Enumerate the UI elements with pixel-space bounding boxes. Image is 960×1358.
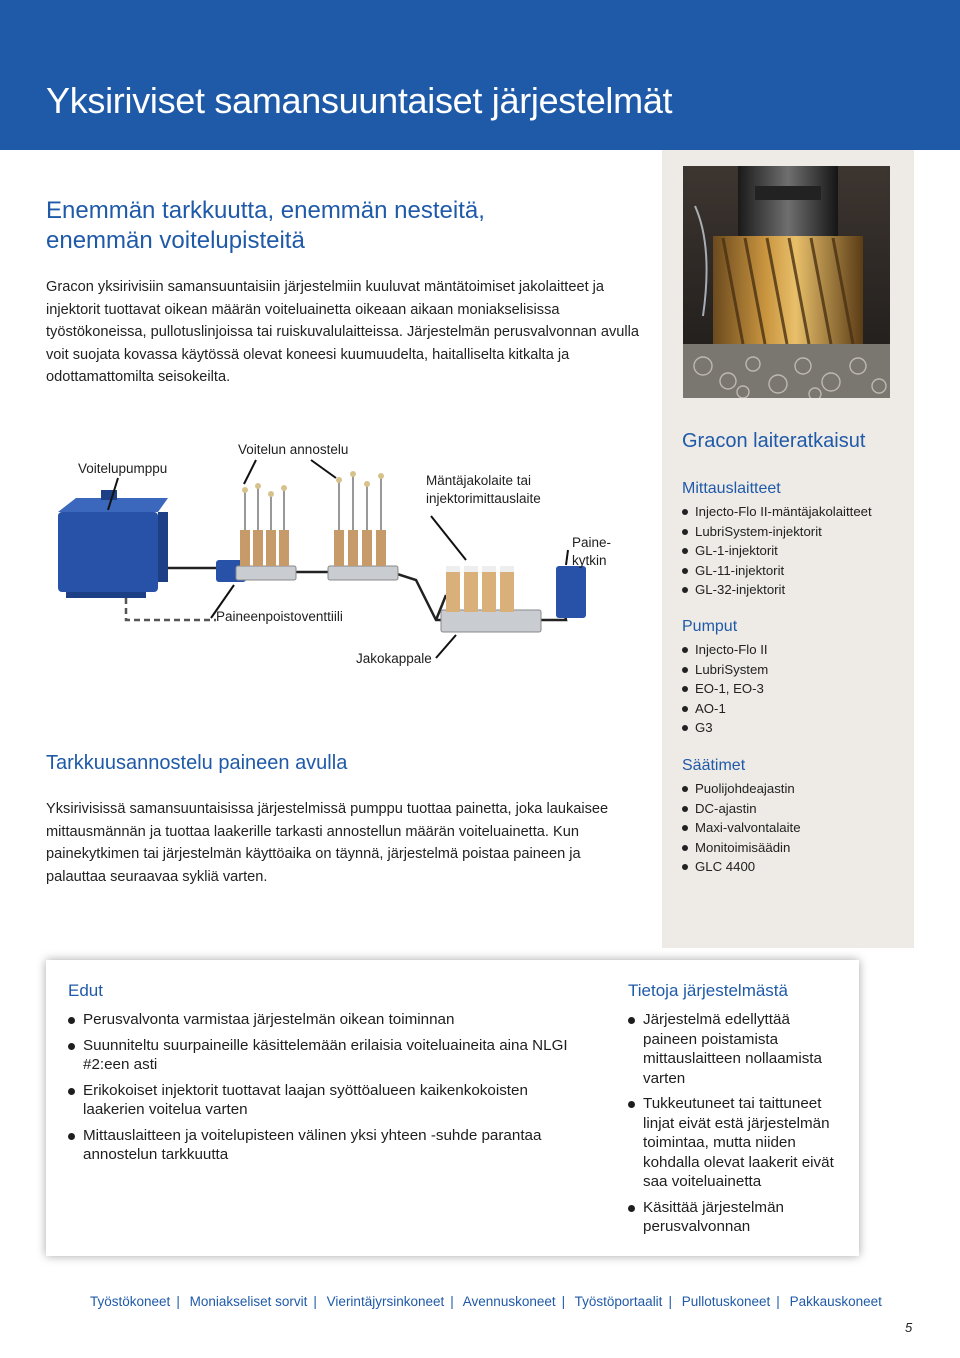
info-heading: Tietoja järjestelmästä xyxy=(628,981,788,1000)
footer-link[interactable]: Moniakseliset sorvit xyxy=(189,1294,308,1309)
list-item: Käsittää järjestelmän perusvalvonnan xyxy=(628,1198,846,1237)
footer-nav: Työstökoneet | Moniakseliset sorvit | Vierintäjyrsinkoneet | Avennuskoneet | Työstöportaalit | Pullotuskoneet | Pakkauskoneet xyxy=(90,1294,882,1309)
piston-divider xyxy=(441,566,541,632)
benefits-column xyxy=(68,980,568,1171)
sidebar-group-heading: Pumput xyxy=(682,618,738,635)
sidebar-group-heading: Mittauslaitteet xyxy=(682,480,781,497)
label-dosing: Voitelun annostelu xyxy=(238,442,349,457)
footer-link[interactable]: Avennuskoneet xyxy=(462,1294,556,1309)
intro-heading: Enemmän tarkkuutta, enemmän nesteitä, enemmän voitelupisteitä xyxy=(46,197,485,254)
label-vent-valve: Paineenpoistoventtiili xyxy=(216,609,343,624)
pointer-divider xyxy=(431,516,466,560)
section2-paragraph: Yksirivisissä samansuuntaisissa järjestelmissä pumppu tuottaa painetta, joka laukaisee mittausmännän ja tuottaa laakerille tarkasti annostellun määrän voiteluainetta. Kun painekytkimen tai järjestelmän käyttöaika on täynnä, järjestelmä poistaa paineen ja palauttaa seuraavaa sykliä varten. xyxy=(46,801,609,885)
list-item: AO-1 xyxy=(682,699,907,719)
sidebar-group-pumps xyxy=(682,616,907,738)
list-item: EO-1, EO-3 xyxy=(682,679,907,699)
list-item: Mittauslaitteen ja voitelupisteen välinen yksi yhteen -suhde parantaa annostelun tarkkuutta xyxy=(68,1126,568,1165)
sidebar-group-metering xyxy=(682,478,907,600)
intro-paragraph: Gracon yksirivisiin samansuuntaisiin järjestelmiin kuuluvat mäntätoimiset jakolaitteet ja injektorit tuottavat oikean määrän voiteluainetta oikeaan aikaan moniakselisissa työstökoneissa, pullotuslinjoissa tai ruiskuvalulaitteissa. Järjestelmän perusvalvonnan avulla voit suojata kovassa käytössä olevat koneesi kuumuudelta, haitalliselta kitkalta ja odottamattomilta seisokeilta. xyxy=(46,279,639,385)
list-item: Puolijohdeajastin xyxy=(682,779,907,799)
page-header xyxy=(0,0,960,150)
pointer-switch xyxy=(566,550,568,565)
list-item: Injecto-Flo II xyxy=(682,640,907,660)
benefits-box xyxy=(46,960,859,1256)
footer-link[interactable]: Työstöportaalit xyxy=(574,1294,663,1309)
system-diagram xyxy=(46,420,656,720)
list-item: LubriSystem-injektorit xyxy=(682,522,907,542)
injector-bank-2 xyxy=(328,471,398,580)
list-item: LubriSystem xyxy=(682,660,907,680)
list-item: DC-ajastin xyxy=(682,799,907,819)
footer-link[interactable]: Vierintäjyrsinkoneet xyxy=(326,1294,445,1309)
benefits-heading: Edut xyxy=(68,981,103,1000)
list-item: Injecto-Flo II-mäntäjakolaitteet xyxy=(682,502,907,522)
sidebar-title: Gracon laiteratkaisut xyxy=(682,430,866,452)
list-item: GL-32-injektorit xyxy=(682,580,907,600)
list-item: Maxi-valvontalaite xyxy=(682,818,907,838)
list-item: G3 xyxy=(682,718,907,738)
list-item: Tukkeutuneet tai taittuneet linjat eivät estä järjestelmän toimintaa, mutta niiden kohdalla olevat laakerit eivät saa voiteluainetta xyxy=(628,1094,846,1192)
list-item: GLC 4400 xyxy=(682,857,907,877)
pressure-switch xyxy=(556,566,586,618)
footer-link[interactable]: Pullotuskoneet xyxy=(681,1294,771,1309)
sidebar-group-controllers xyxy=(682,755,907,877)
list-item: GL-11-injektorit xyxy=(682,561,907,581)
footer-link[interactable]: Pakkauskoneet xyxy=(789,1294,882,1309)
label-divider: Mäntäjakolaite tai injektorimittauslaite xyxy=(426,473,541,506)
list-item: Monitoimisäädin xyxy=(682,838,907,858)
list-item: Järjestelmä edellyttää paineen poistamista mittauslaitteen nollaamista varten xyxy=(628,1010,846,1088)
list-item: Erikokoiset injektorit tuottavat laajan syöttöalueen kaikenkokoisten laakerien voitelua varten xyxy=(68,1081,568,1120)
injector-bank-1 xyxy=(236,483,296,580)
page-title: Yksiriviset samansuuntaiset järjestelmät xyxy=(46,80,673,121)
footer-link[interactable]: Työstökoneet xyxy=(90,1294,171,1309)
info-column xyxy=(628,980,846,1243)
list-item: Perusvalvonta varmistaa järjestelmän oikean toiminnan xyxy=(68,1010,568,1030)
list-item: GL-1-injektorit xyxy=(682,541,907,561)
label-manifold: Jakokappale xyxy=(356,651,432,666)
lubrication-pump xyxy=(58,490,168,598)
page-number: 5 xyxy=(905,1320,913,1335)
section2-heading: Tarkkuusannostelu paineen avulla xyxy=(46,752,348,774)
pointer-dosing-2 xyxy=(311,460,336,478)
label-pump: Voitelupumppu xyxy=(78,461,168,476)
milling-cutter-photo xyxy=(683,166,890,398)
sidebar-group-heading: Säätimet xyxy=(682,757,746,774)
label-pressure-switch: Paine- kytkin xyxy=(572,535,612,568)
pointer-dosing-1 xyxy=(244,460,256,484)
pointer-manifold xyxy=(436,635,456,658)
list-item: Suunniteltu suurpaineille käsittelemään erilaisia voiteluaineita aina NLGI #2:een asti xyxy=(68,1036,568,1075)
